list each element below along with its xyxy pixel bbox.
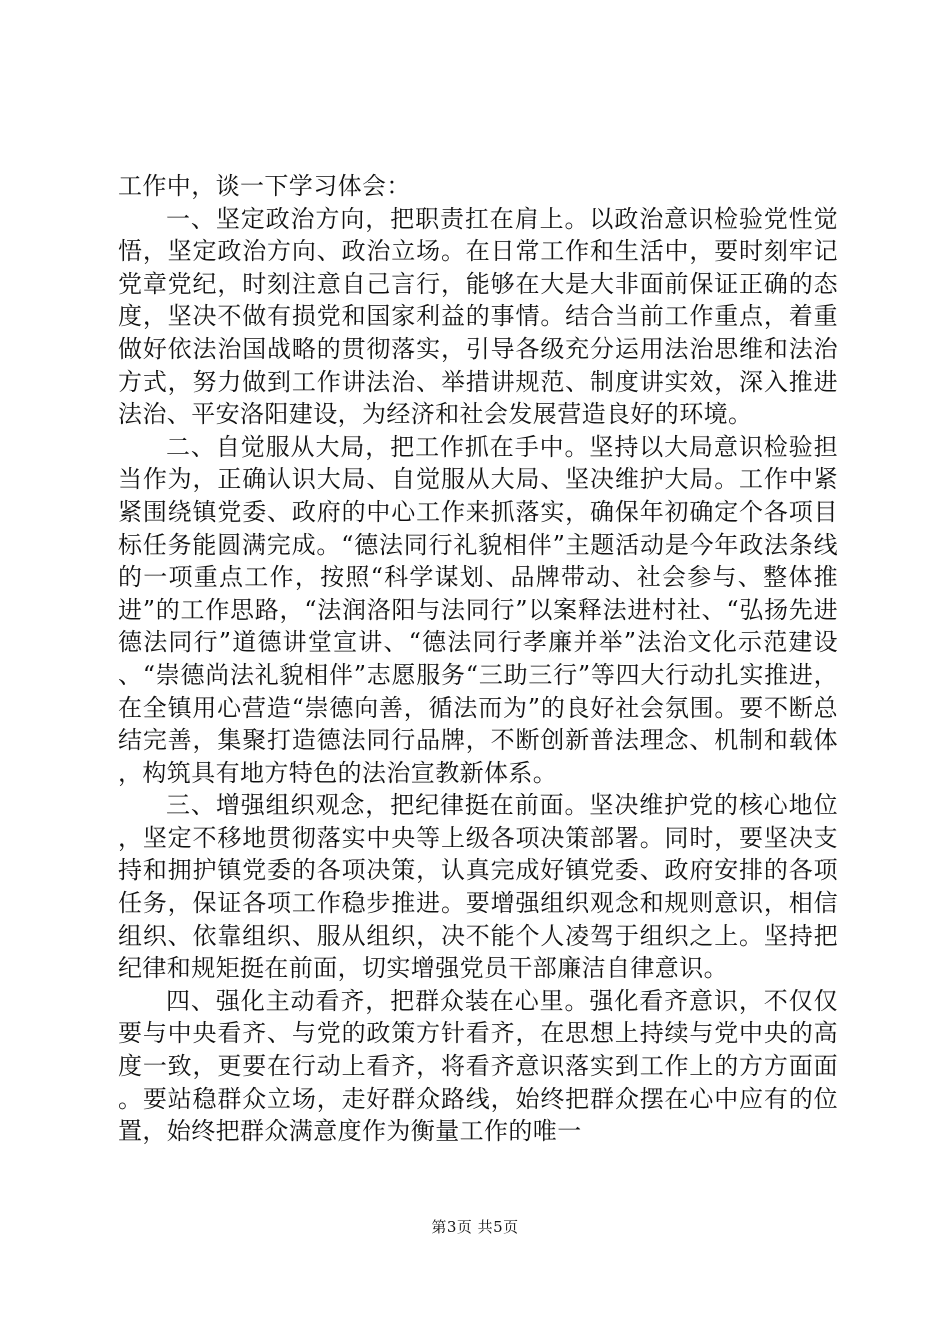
paragraph-section-4: 四、强化主动看齐，把群众装在心里。强化看齐意识，不仅仅要与中央看齐、与党的政策方针看齐，在思想上持续与党中央的高度一致，更要在行动上看齐，将看齐意识落实到工作上的方方面面。要站稳群众立场，走好群众路线，始终把群众摆在心中应有的位置，始终把群众满意度作为衡量工作的唯一 — [118, 986, 838, 1146]
paragraph-section-1: 一、坚定政治方向，把职责扛在肩上。以政治意识检验党性觉悟，坚定政治方向、政治立场。在日常工作和生活中，要时刻牢记党章党纪，时刻注意自己言行，能够在大是大非面前保证正确的态度，坚决不做有损党和国家利益的事情。结合当前工作重点，着重做好依法治国战略的贯彻落实，引导各级充分运用法治思维和法治方式，努力做到工作讲法治、举措讲规范、制度讲实效，深入推进法治、平安洛阳建设，为经济和社会发展营造良好的环境。 — [118, 204, 838, 429]
paragraph-section-2: 二、自觉服从大局，把工作抓在手中。坚持以大局意识检验担当作为，正确认识大局、自觉服从大局、坚决维护大局。工作中紧紧围绕镇党委、政府的中心工作来抓落实，确保年初确定个各项目标任务能圆满完成。“德法同行礼貌相伴”主题活动是今年政法条线的一项重点工作，按照“科学谋划、品牌带动、社会参与、整体推进”的工作思路，“法润洛阳与法同行”以案释法进村社、“弘扬先进德法同行”道德讲堂宣讲、“德法同行孝廉并举”法治文化示范建设、“崇德尚法礼貌相伴”志愿服务“三助三行”等四大行动扎实推进，在全镇用心营造“崇德向善，循法而为”的良好社会氛围。要不断总结完善，集聚打造德法同行品牌，不断创新普法理念、机制和载体，构筑具有地方特色的法治宣教新体系。 — [118, 432, 838, 787]
paragraph-intro: 工作中，谈一下学习体会： — [118, 172, 411, 200]
page-number-footer: 第3页 共5页 — [431, 1218, 519, 1236]
document-body — [118, 170, 838, 1148]
paragraph-section-3: 三、增强组织观念，把纪律挺在前面。坚决维护党的核心地位，坚定不移地贯彻落实中央等上级各项决策部署。同时，要坚决支持和拥护镇党委的各项决策，认真完成好镇党委、政府安排的各项任务，保证各项工作稳步推进。要增强组织观念和规则意识，相信组织、依靠组织、服从组织，决不能个人凌驾于组织之上。坚持把纪律和规矩挺在前面，切实增强党员干部廉洁自律意识。 — [118, 791, 838, 983]
